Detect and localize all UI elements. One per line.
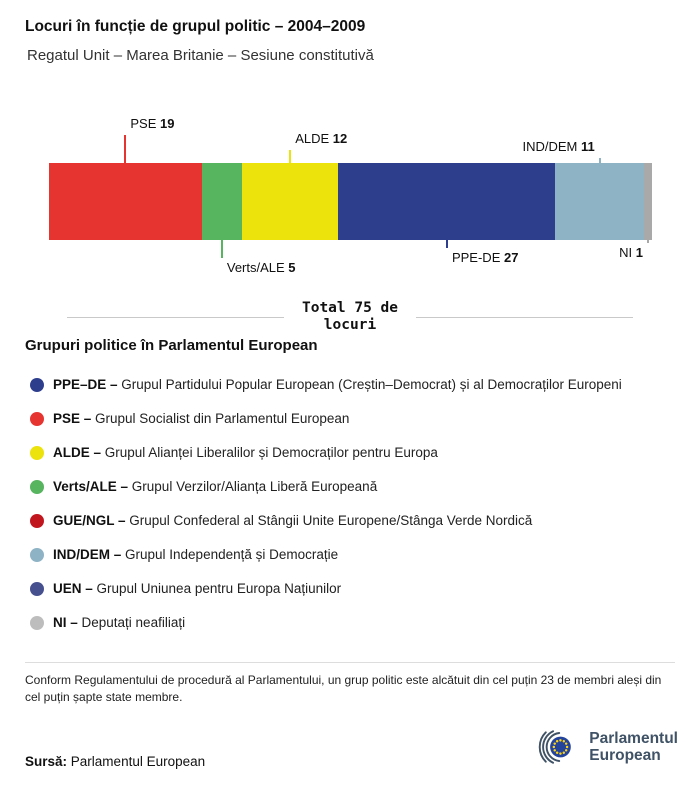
legend-color-dot bbox=[30, 378, 44, 392]
leader-line-NI bbox=[647, 240, 649, 243]
leader-line-ALDE bbox=[289, 150, 291, 163]
legend-color-dot bbox=[30, 616, 44, 630]
legend-item-label: PSE – Grupul Socialist din Parlamentul European bbox=[53, 410, 350, 426]
ep-logo-line1: Parlamentul bbox=[589, 729, 678, 747]
legend-item-label: NI – Deputați neafiliați bbox=[53, 614, 186, 630]
ep-logo-mark bbox=[524, 724, 582, 770]
legend-color-dot bbox=[30, 412, 44, 426]
bar-label-ALDE: ALDE 12 bbox=[295, 131, 348, 146]
leader-line-Verts/ALE bbox=[221, 240, 223, 258]
legend-color-dot bbox=[30, 446, 44, 460]
legend-item-PSE bbox=[30, 402, 675, 436]
legend-item-NI bbox=[30, 606, 675, 640]
legend-item-label: IND/DEM – Grupul Independență și Democrație bbox=[53, 546, 339, 562]
bar-segment-ALDE[interactable] bbox=[242, 163, 338, 240]
leader-line-PSE bbox=[124, 135, 126, 163]
legend-item-PPE-DE bbox=[30, 368, 675, 402]
bar-label-PPE-DE: PPE-DE 27 bbox=[451, 250, 519, 265]
bar-label-NI: NI 1 bbox=[619, 245, 643, 260]
source-line bbox=[25, 754, 205, 769]
bar-segment-IND/DEM[interactable] bbox=[555, 163, 643, 240]
bar-segment-Verts/ALE[interactable] bbox=[202, 163, 242, 240]
bar-label-IND/DEM: IND/DEM 11 bbox=[522, 139, 595, 154]
legend-color-dot bbox=[30, 582, 44, 596]
bar-segment-PPE-DE[interactable] bbox=[338, 163, 555, 240]
leader-line-IND/DEM bbox=[599, 158, 601, 163]
total-seats-label: Total 75 de locuri bbox=[301, 300, 399, 334]
seats-chart bbox=[49, 110, 652, 295]
total-rule-right bbox=[416, 317, 633, 318]
legend-color-dot bbox=[30, 514, 44, 528]
leader-line-PPE-DE bbox=[446, 240, 448, 248]
total-row bbox=[67, 300, 633, 334]
legend-item-label: PPE–DE – Grupul Partidului Popular European (Creștin–Democrat) și al Democraților Europeni bbox=[53, 376, 622, 392]
ep-logo-text bbox=[589, 730, 678, 764]
page-subtitle: Regatul Unit – Marea Britanie – Sesiune constitutivă bbox=[27, 47, 374, 64]
legend-color-dot bbox=[30, 548, 44, 562]
ep-logo bbox=[524, 724, 678, 770]
bar-label-Verts/ALE: Verts/ALE 5 bbox=[226, 260, 296, 275]
legend-item-Verts-ALE bbox=[30, 470, 675, 504]
legend-item-label: Verts/ALE – Grupul Verzilor/Alianța Liberă Europeană bbox=[53, 478, 378, 494]
legend-item-GUE-NGL bbox=[30, 504, 675, 538]
legend-item-label: GUE/NGL – Grupul Confederal al Stângii Unite Europene/Stânga Verde Nordică bbox=[53, 512, 533, 528]
source-label: Sursă: bbox=[25, 754, 68, 769]
ep-logo-line2: European bbox=[589, 747, 661, 764]
legend bbox=[30, 368, 675, 640]
legend-item-UEN bbox=[30, 572, 675, 606]
footer-divider bbox=[25, 662, 675, 663]
legend-item-IND-DEM bbox=[30, 538, 675, 572]
stacked-bar bbox=[49, 163, 652, 240]
bar-segment-PSE[interactable] bbox=[49, 163, 202, 240]
bar-label-PSE: PSE 19 bbox=[130, 116, 175, 131]
page-title: Locuri în funcție de grupul politic – 2004–2009 bbox=[25, 18, 366, 35]
footnote: Conform Regulamentului de procedură al Parlamentului, un grup politic este alcătuit din cel puțin 23 de membri aleși din cel puțin șapte state membre. bbox=[25, 673, 662, 705]
bar-segment-NI[interactable] bbox=[644, 163, 652, 240]
total-rule-left bbox=[67, 317, 284, 318]
legend-item-label: UEN – Grupul Uniunea pentru Europa Națiunilor bbox=[53, 580, 342, 596]
legend-item-ALDE bbox=[30, 436, 675, 470]
legend-title: Grupuri politice în Parlamentul European bbox=[25, 337, 318, 354]
legend-color-dot bbox=[30, 480, 44, 494]
source-value: Parlamentul European bbox=[70, 754, 206, 769]
legend-item-label: ALDE – Grupul Alianței Liberalilor și Democraților pentru Europa bbox=[53, 444, 438, 460]
